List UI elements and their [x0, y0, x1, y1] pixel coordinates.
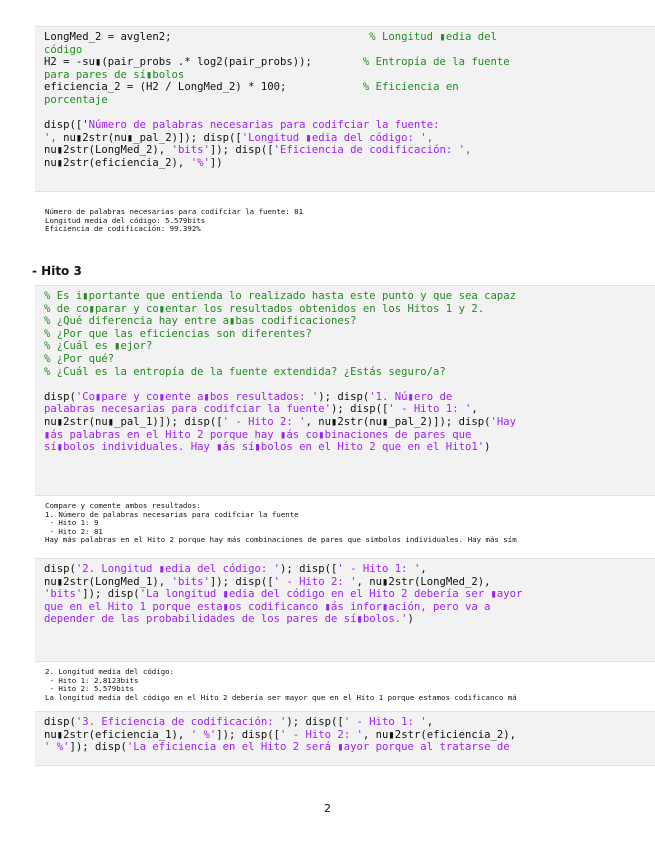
code-string: ' - Hito 2: ': [222, 415, 306, 428]
code-string: depender de las probabilidades de los pares de sí▮bolos.': [44, 613, 408, 626]
code-line: [44, 378, 655, 391]
code-line: [44, 601, 655, 614]
output-line: - Hito 2: 5.579bits: [45, 684, 134, 694]
code-string: 'La eficiencia en el Hito 2 será ▮ayor porque al tratarse de: [126, 741, 510, 754]
code-line: [44, 588, 655, 601]
code-token: , nu▮2str(eficiencia_2),: [362, 728, 516, 741]
code-token: disp(: [44, 390, 76, 403]
code-line: [44, 403, 655, 416]
code-token: ); disp(: [318, 390, 370, 403]
code-token: LongMed_2 = avglen2;: [44, 31, 370, 43]
code-string: '3. Eficiencia de codificación: ': [75, 716, 287, 728]
code-string: 'Hay: [490, 415, 516, 428]
output-line: Eficiencia de codificación: 99.392%: [45, 224, 201, 234]
code-string: 'Co▮pare y co▮ente a▮bos resultados: ': [75, 390, 319, 403]
output-line: Longitud media del código: 5.579bits: [45, 215, 206, 225]
code-line: [44, 107, 655, 120]
code-string: ' - Hito 2: ': [273, 575, 357, 588]
code-comment: para pares de sí▮bolos: [44, 68, 185, 81]
code-token: , nu▮2str(nu▮_pal_2)]); disp(: [305, 415, 491, 428]
code-comment: % Eficiencia en: [362, 81, 459, 94]
code-comment: % Es i▮portante que entienda lo realizado hasta este punto y que sea capaz: [44, 290, 516, 302]
code-string: '2. Longitud ▮edia del código: ': [75, 563, 280, 575]
code-string: ' - Hito 1: ': [343, 716, 427, 728]
code-string: ' - Hito 2: ': [280, 728, 363, 741]
code-string: ▮ás palabras en el Hito 2 porque hay ▮ás co▮binaciones de pares que: [44, 428, 472, 441]
code-line: [44, 441, 655, 454]
output-block-3: [45, 668, 655, 702]
code-line: [44, 315, 655, 328]
code-token: eficiencia_2 = (H2 / LongMed_2) * 100;: [44, 81, 363, 94]
code-token: disp([': [44, 119, 89, 132]
output-line: - Hito 1: 9: [45, 518, 99, 528]
code-line: [44, 353, 655, 366]
code-line: [44, 56, 655, 69]
code-comment: % Entropía de la fuente: [362, 56, 510, 69]
code-token: ,: [471, 403, 478, 416]
code-string: 'bits': [171, 575, 210, 588]
code-block-4: [35, 711, 655, 766]
output-line: 1. Número de palabras necesarias para codifciar la fuente: [45, 509, 299, 519]
code-line: [44, 44, 655, 57]
output-line: Compare y comente ambos resultados:: [45, 502, 201, 510]
code-string: 'Eficiencia de codificación: ',: [273, 144, 472, 157]
code-token: nu▮2str(eficiencia_2),: [44, 156, 191, 169]
code-line: [44, 94, 655, 107]
code-token: nu▮2str(nu▮_pal_1)]); disp([: [44, 415, 223, 428]
code-string: 'bits': [171, 144, 210, 157]
output-block-1: [45, 208, 655, 234]
code-token: ]); disp([: [216, 728, 280, 741]
code-line: [44, 340, 655, 353]
code-line: [44, 716, 655, 729]
code-block-3: [35, 558, 655, 662]
code-line: [44, 741, 655, 754]
code-comment: % ¿Qué diferencia hay entre a▮bas codificaciones?: [44, 315, 357, 328]
code-token: ); disp([: [331, 403, 389, 416]
code-comment: % ¿Por que las eficiencias son diferentes?: [44, 327, 312, 340]
code-line: [44, 416, 655, 429]
code-token: H2 = -su▮(pair_probs .* log2(pair_probs));: [44, 56, 363, 69]
output-line: - Hito 1: 2.8123bits: [45, 675, 139, 685]
code-string: ' %': [190, 728, 217, 741]
code-line: [44, 31, 655, 44]
code-token: ]); disp(: [82, 588, 140, 601]
output-line: Número de palabras necesarias para codifciar la fuente: 81: [45, 208, 304, 216]
code-string: ',: [44, 131, 64, 144]
code-comment: % ¿Por qué?: [44, 352, 115, 365]
code-line: [44, 391, 655, 404]
code-comment: código: [44, 43, 83, 56]
code-comment: porcentaje: [44, 93, 108, 106]
output-line: - Hito 2: 81: [45, 526, 103, 536]
code-string: 'La longitud ▮edia del código en el Hito 2 debería ser ▮ayor: [139, 588, 523, 601]
code-comment: % ¿Cuál es ▮ejor?: [44, 340, 153, 353]
code-string: '1. Nú▮ero de: [369, 390, 453, 403]
code-token: , nu▮2str(LongMed_2),: [356, 575, 491, 588]
page-number: 2: [324, 802, 331, 815]
code-line: [44, 563, 655, 576]
code-line: [44, 144, 655, 157]
code-string: 'bits': [44, 588, 83, 601]
code-block-1: [35, 26, 655, 192]
code-line: [44, 366, 655, 379]
code-comment: % de co▮parar y co▮entar los resultados obtenidos en los Hitos 1 y 2.: [44, 302, 485, 315]
code-line: [44, 157, 655, 170]
code-string: ' %': [44, 741, 70, 754]
output-block-2: [45, 502, 655, 545]
output-line: 2. Longitud media del código:: [45, 668, 175, 676]
code-token: ]): [209, 156, 223, 169]
code-token: ]); disp([: [209, 144, 274, 157]
code-token: ,: [426, 716, 434, 728]
code-token: ); disp([: [286, 716, 344, 728]
code-token: disp(: [44, 563, 76, 575]
code-line: [44, 290, 655, 303]
code-line: [44, 132, 655, 145]
code-string: '%': [190, 156, 210, 169]
code-token: disp(: [44, 716, 76, 728]
code-line: [44, 303, 655, 316]
code-string: palabras necesarias para codifciar la fuente': [44, 403, 332, 416]
code-token: ]); disp([: [209, 575, 274, 588]
output-line: Hay más palabras en el Hito 2 porque hay más combinaciones de pares que símbolos individuales. Hay más sím: [45, 535, 517, 545]
code-line: [44, 119, 655, 132]
output-line: La longitud media del código en el Hito 2 debería ser mayor que en el Hito 1 porque estamos codificanco má: [45, 692, 517, 702]
code-string: 'Longitud ▮edia del código: ',: [241, 131, 434, 144]
code-token: nu▮2str(LongMed_1),: [44, 575, 172, 588]
code-string: ' - Hito 1: ': [337, 563, 421, 575]
code-comment: % ¿Cuál es la entropía de la fuente extendida? ¿Estás seguro/a?: [44, 365, 446, 378]
code-string: que en el Hito 1 porque esta▮os codificanco ▮ás infor▮ación, pero va a: [44, 600, 491, 613]
code-line: [44, 729, 655, 742]
code-line: [44, 576, 655, 589]
code-block-2: [35, 285, 655, 496]
code-token: nu▮2str(eficiencia_1),: [44, 728, 191, 741]
code-comment: % Longitud ▮edia del: [369, 31, 497, 43]
section-heading: - Hito 3: [32, 264, 82, 278]
code-line: [44, 81, 655, 94]
code-token: ): [484, 441, 491, 454]
code-token: nu▮2str(LongMed_2),: [44, 144, 172, 157]
code-token: ,: [420, 563, 427, 575]
code-line: [44, 429, 655, 442]
code-line: [44, 69, 655, 82]
code-string: ' - Hito 1: ': [388, 403, 472, 416]
code-token: ); disp([: [280, 563, 338, 575]
code-token: nu▮2str(nu▮_pal_2)]); disp([: [63, 131, 242, 144]
code-token: ]); disp(: [69, 741, 127, 754]
code-line: [44, 328, 655, 341]
code-string: sí▮bolos individuales. Hay ▮ás sí▮bolos en el Hito 2 que en el Hito1': [44, 441, 485, 454]
code-token: ): [407, 613, 414, 626]
code-line: [44, 613, 655, 626]
code-string: Número de palabras necesarias para codifciar la fuente:: [88, 119, 440, 132]
